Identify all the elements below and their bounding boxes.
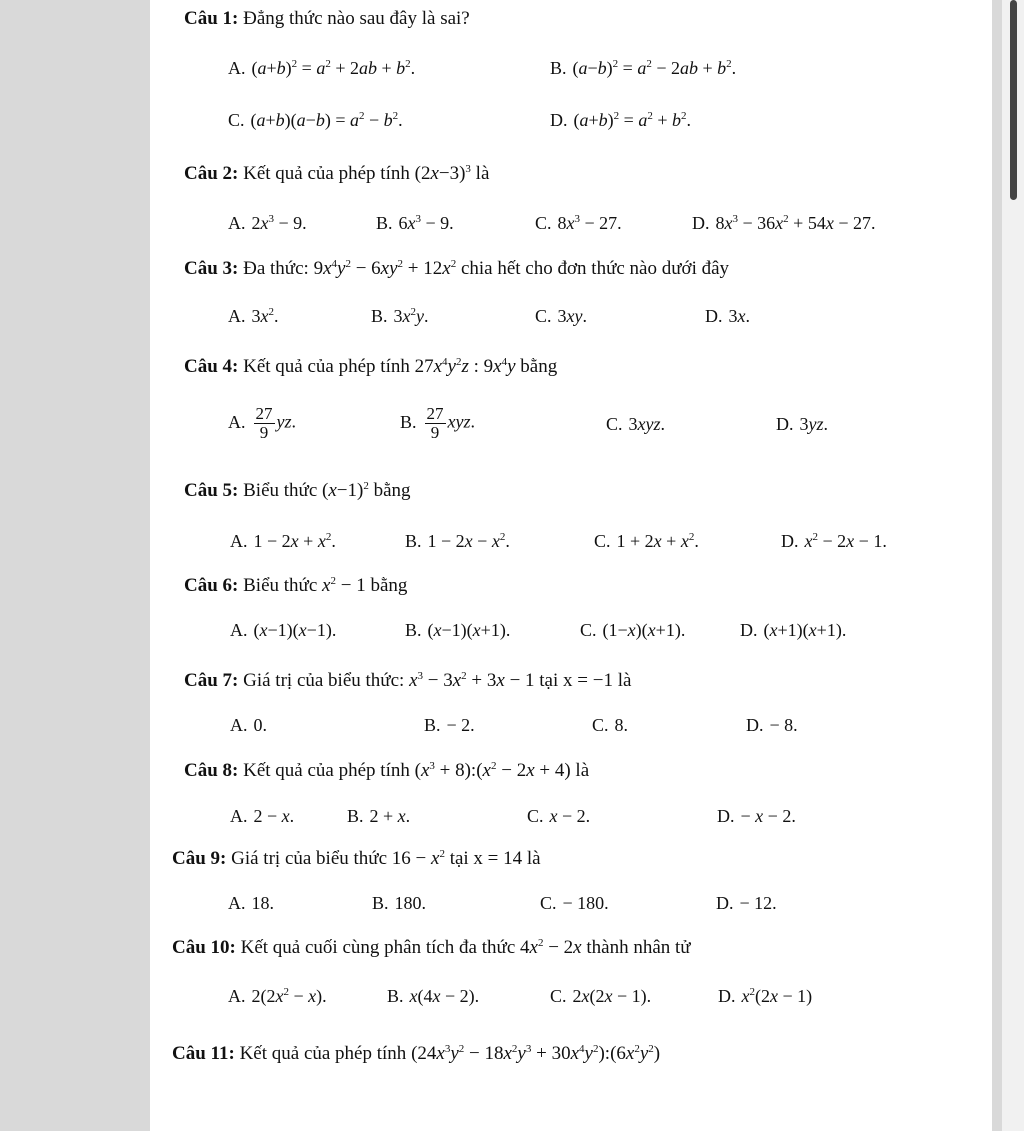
option-expression: 3xy. xyxy=(557,306,588,326)
option-expression: 8. xyxy=(614,715,629,735)
option-d xyxy=(716,893,777,914)
option-a xyxy=(230,806,294,827)
option-b xyxy=(405,620,510,641)
question-tail: bằng xyxy=(368,480,411,501)
question-tail: tại x = −1 là xyxy=(534,670,632,691)
option-expression: (x+1)(x+1). xyxy=(763,620,847,640)
option-expression: $1 - 2x + x^2$. xyxy=(253,531,336,551)
option-expression: $x^2 - 2x - 1$. xyxy=(804,531,887,551)
question-label: Câu 5: xyxy=(184,480,244,501)
option-expression: 3x. xyxy=(728,306,750,326)
question-text: Đẳng thức nào sau đây là sai? xyxy=(243,8,470,29)
option-expression: 2x(2x − 1). xyxy=(572,986,652,1006)
option-expression: $8x^3 - 27$. xyxy=(557,213,622,233)
question-text: Đa thức: xyxy=(243,258,314,279)
question-label: Câu 1: xyxy=(184,8,244,29)
option-expression: (1−x)(x+1). xyxy=(602,620,686,640)
option-d xyxy=(692,213,875,234)
option-b xyxy=(400,405,475,442)
option-expression: $(a+b)^2 = a^2 + 2ab + b^2$. xyxy=(251,58,416,78)
option-a xyxy=(230,715,267,736)
question-text: Kết quả của phép tính xyxy=(239,1043,412,1064)
option-letter: B. xyxy=(376,213,393,233)
option-expression: $6x^3 - 9$. xyxy=(398,213,454,233)
question-tail: tại x = 14 là xyxy=(444,848,541,869)
question-9 xyxy=(172,848,541,870)
option-letter: D. xyxy=(717,806,735,826)
question-text: Kết quả của phép tính xyxy=(243,356,415,377)
option-letter: D. xyxy=(740,620,758,640)
option-expression: − 8. xyxy=(769,715,798,735)
option-a xyxy=(230,531,336,552)
question-expression: ($24x^3y^2 - 18x^2y^3$ + $30x^4y^2):(6x^2y^2)$ xyxy=(411,1043,661,1064)
option-letter: C. xyxy=(535,306,552,326)
option-letter: D. xyxy=(781,531,799,551)
option-letter: C. xyxy=(228,110,245,130)
option-letter: A. xyxy=(228,306,246,326)
question-text: Kết quả cuối cùng phân tích đa thức xyxy=(240,937,521,958)
option-expression: x(4x − 2). xyxy=(409,986,480,1006)
option-letter: A. xyxy=(228,213,246,233)
option-expression: 2 + x. xyxy=(369,806,411,826)
question-expression: $(2x-3)^3$ xyxy=(414,163,471,184)
question-tail: bằng xyxy=(365,575,408,596)
option-expression: 2 − x. xyxy=(253,806,295,826)
option-expression: $(a-b)^2 = a^2 - 2ab + b^2$. xyxy=(572,58,737,78)
option-letter: B. xyxy=(387,986,404,1006)
question-11 xyxy=(172,1043,660,1065)
option-c xyxy=(606,414,665,435)
question-label: Câu 8: xyxy=(184,760,244,781)
question-label: Câu 9: xyxy=(172,848,232,869)
option-letter: C. xyxy=(550,986,567,1006)
question-label: Câu 6: xyxy=(184,575,244,596)
option-expression: $3x^2y$. xyxy=(393,306,429,326)
option-letter: A. xyxy=(228,893,246,913)
option-letter: A. xyxy=(228,58,246,78)
question-expression: $27x^4y^2z$ : $9x^4y$ xyxy=(414,356,516,377)
option-c xyxy=(535,306,587,327)
option-d xyxy=(740,620,846,641)
option-b xyxy=(550,58,736,79)
question-6 xyxy=(184,575,407,597)
option-letter: A. xyxy=(228,986,246,1006)
option-b xyxy=(424,715,475,736)
question-4 xyxy=(184,356,557,378)
scrollbar-thumb[interactable] xyxy=(1010,0,1017,200)
question-tail: bằng xyxy=(515,356,558,377)
option-letter: A. xyxy=(230,620,248,640)
option-d xyxy=(781,531,887,552)
option-b xyxy=(405,531,510,552)
option-expression: (x−1)(x+1). xyxy=(427,620,511,640)
option-expression: yz. xyxy=(276,411,297,432)
question-expression: $x^3 - 3x^2 + 3x - 1$ xyxy=(409,670,535,691)
question-tail: là xyxy=(470,163,490,184)
option-letter: D. xyxy=(705,306,723,326)
question-3 xyxy=(184,258,729,280)
option-d xyxy=(746,715,798,736)
option-expression: 3xyz. xyxy=(628,414,666,434)
question-7 xyxy=(184,670,631,692)
option-letter: C. xyxy=(606,414,623,434)
option-letter: A. xyxy=(230,806,248,826)
option-c xyxy=(228,110,403,131)
question-text: Kết quả của phép tính xyxy=(243,760,415,781)
question-expression: $(x-1)^2$ xyxy=(322,480,369,501)
fraction: $\frac{27}{9}$ xyxy=(255,404,273,442)
option-d xyxy=(717,806,796,827)
option-expression: $(a+b)^2 = a^2 + b^2$. xyxy=(573,110,691,130)
option-letter: D. xyxy=(776,414,794,434)
question-expression: $4x^2 - 2x$ xyxy=(520,937,582,958)
question-expression: $16 - x^2$ xyxy=(391,848,445,869)
option-expression: (x−1)(x−1). xyxy=(253,620,337,640)
option-expression: − 2. xyxy=(446,715,475,735)
option-a xyxy=(228,986,327,1007)
option-d xyxy=(718,986,812,1007)
option-expression: $x^2(2x - 1)$ xyxy=(741,986,813,1006)
question-5 xyxy=(184,480,411,502)
option-expression: $3x^2$. xyxy=(251,306,279,326)
question-label: Câu 3: xyxy=(184,258,244,279)
option-letter: B. xyxy=(405,620,422,640)
option-letter: A. xyxy=(230,531,248,551)
option-a xyxy=(228,306,279,327)
option-expression: $2(2x^2 - x)$. xyxy=(251,986,327,1006)
option-a xyxy=(228,405,296,442)
option-expression: $2x^3 - 9$. xyxy=(251,213,307,233)
option-b xyxy=(347,806,410,827)
scrollbar[interactable] xyxy=(1002,0,1024,1131)
option-letter: C. xyxy=(527,806,544,826)
option-d xyxy=(776,414,828,435)
question-text: Giá trị của biểu thức xyxy=(231,848,392,869)
option-letter: C. xyxy=(594,531,611,551)
option-c xyxy=(580,620,685,641)
option-letter: B. xyxy=(400,411,417,432)
option-expression: − 180. xyxy=(562,893,609,913)
option-b xyxy=(376,213,454,234)
option-expression: 0. xyxy=(253,715,267,735)
option-b xyxy=(387,986,479,1007)
option-expression: 3yz. xyxy=(799,414,829,434)
option-expression: 180. xyxy=(394,893,427,913)
question-text: Giá trị của biểu thức: xyxy=(243,670,410,691)
option-expression: 18. xyxy=(251,893,274,913)
question-10 xyxy=(172,937,691,959)
option-letter: C. xyxy=(592,715,609,735)
option-letter: B. xyxy=(550,58,567,78)
fraction: $\frac{27}{9}$ xyxy=(426,404,444,442)
option-b xyxy=(371,306,429,327)
option-letter: B. xyxy=(347,806,364,826)
option-letter: D. xyxy=(746,715,764,735)
question-8 xyxy=(184,760,589,782)
option-c xyxy=(540,893,609,914)
option-letter: C. xyxy=(580,620,597,640)
option-a xyxy=(228,893,274,914)
option-expression: xyz. xyxy=(447,411,476,432)
question-2 xyxy=(184,163,489,185)
option-letter: B. xyxy=(371,306,388,326)
option-expression: − x − 2. xyxy=(740,806,796,826)
option-expression: $8x^3 - 36x^2 + 54x - 27$. xyxy=(715,213,876,233)
option-letter: A. xyxy=(230,715,248,735)
question-label: Câu 4: xyxy=(184,356,244,377)
option-letter: B. xyxy=(372,893,389,913)
question-tail: chia hết cho đơn thức nào dưới đây xyxy=(456,258,730,279)
option-letter: C. xyxy=(540,893,557,913)
option-expression: $1 + 2x + x^2$. xyxy=(616,531,699,551)
option-letter: B. xyxy=(405,531,422,551)
question-label: Câu 2: xyxy=(184,163,244,184)
option-expression: − 12. xyxy=(739,893,777,913)
question-expression: ($x^3$ + $8):(x^2 - 2x + 4)$ xyxy=(414,760,571,781)
question-tail: là xyxy=(570,760,590,781)
option-letter: D. xyxy=(550,110,568,130)
question-label: Câu 11: xyxy=(172,1043,240,1064)
option-letter: D. xyxy=(692,213,710,233)
option-expression: $1 - 2x - x^2$. xyxy=(427,531,510,551)
option-c xyxy=(527,806,590,827)
option-a xyxy=(228,58,415,79)
option-expression: x − 2. xyxy=(549,806,591,826)
option-letter: D. xyxy=(716,893,734,913)
option-letter: C. xyxy=(535,213,552,233)
question-expression: $x^2 - 1$ xyxy=(322,575,366,596)
option-letter: B. xyxy=(424,715,441,735)
option-a xyxy=(230,620,336,641)
option-b xyxy=(372,893,426,914)
option-c xyxy=(594,531,699,552)
option-expression: $(a+b)(a-b) = a^2 - b^2$. xyxy=(250,110,403,130)
option-a xyxy=(228,213,307,234)
option-c xyxy=(550,986,651,1007)
option-c xyxy=(592,715,628,736)
question-text: Biểu thức xyxy=(243,575,323,596)
option-letter: A. xyxy=(228,411,246,432)
question-text: Biểu thức xyxy=(243,480,323,501)
question-expression: $9x^4y^2 - 6xy^2 + 12x^2$ xyxy=(313,258,457,279)
question-label: Câu 7: xyxy=(184,670,244,691)
question-tail: thành nhân tử xyxy=(581,937,691,958)
question-1 xyxy=(184,8,470,30)
question-label: Câu 10: xyxy=(172,937,241,958)
option-c xyxy=(535,213,622,234)
option-d xyxy=(705,306,750,327)
option-letter: D. xyxy=(718,986,736,1006)
question-text: Kết quả của phép tính xyxy=(243,163,415,184)
option-d xyxy=(550,110,691,131)
